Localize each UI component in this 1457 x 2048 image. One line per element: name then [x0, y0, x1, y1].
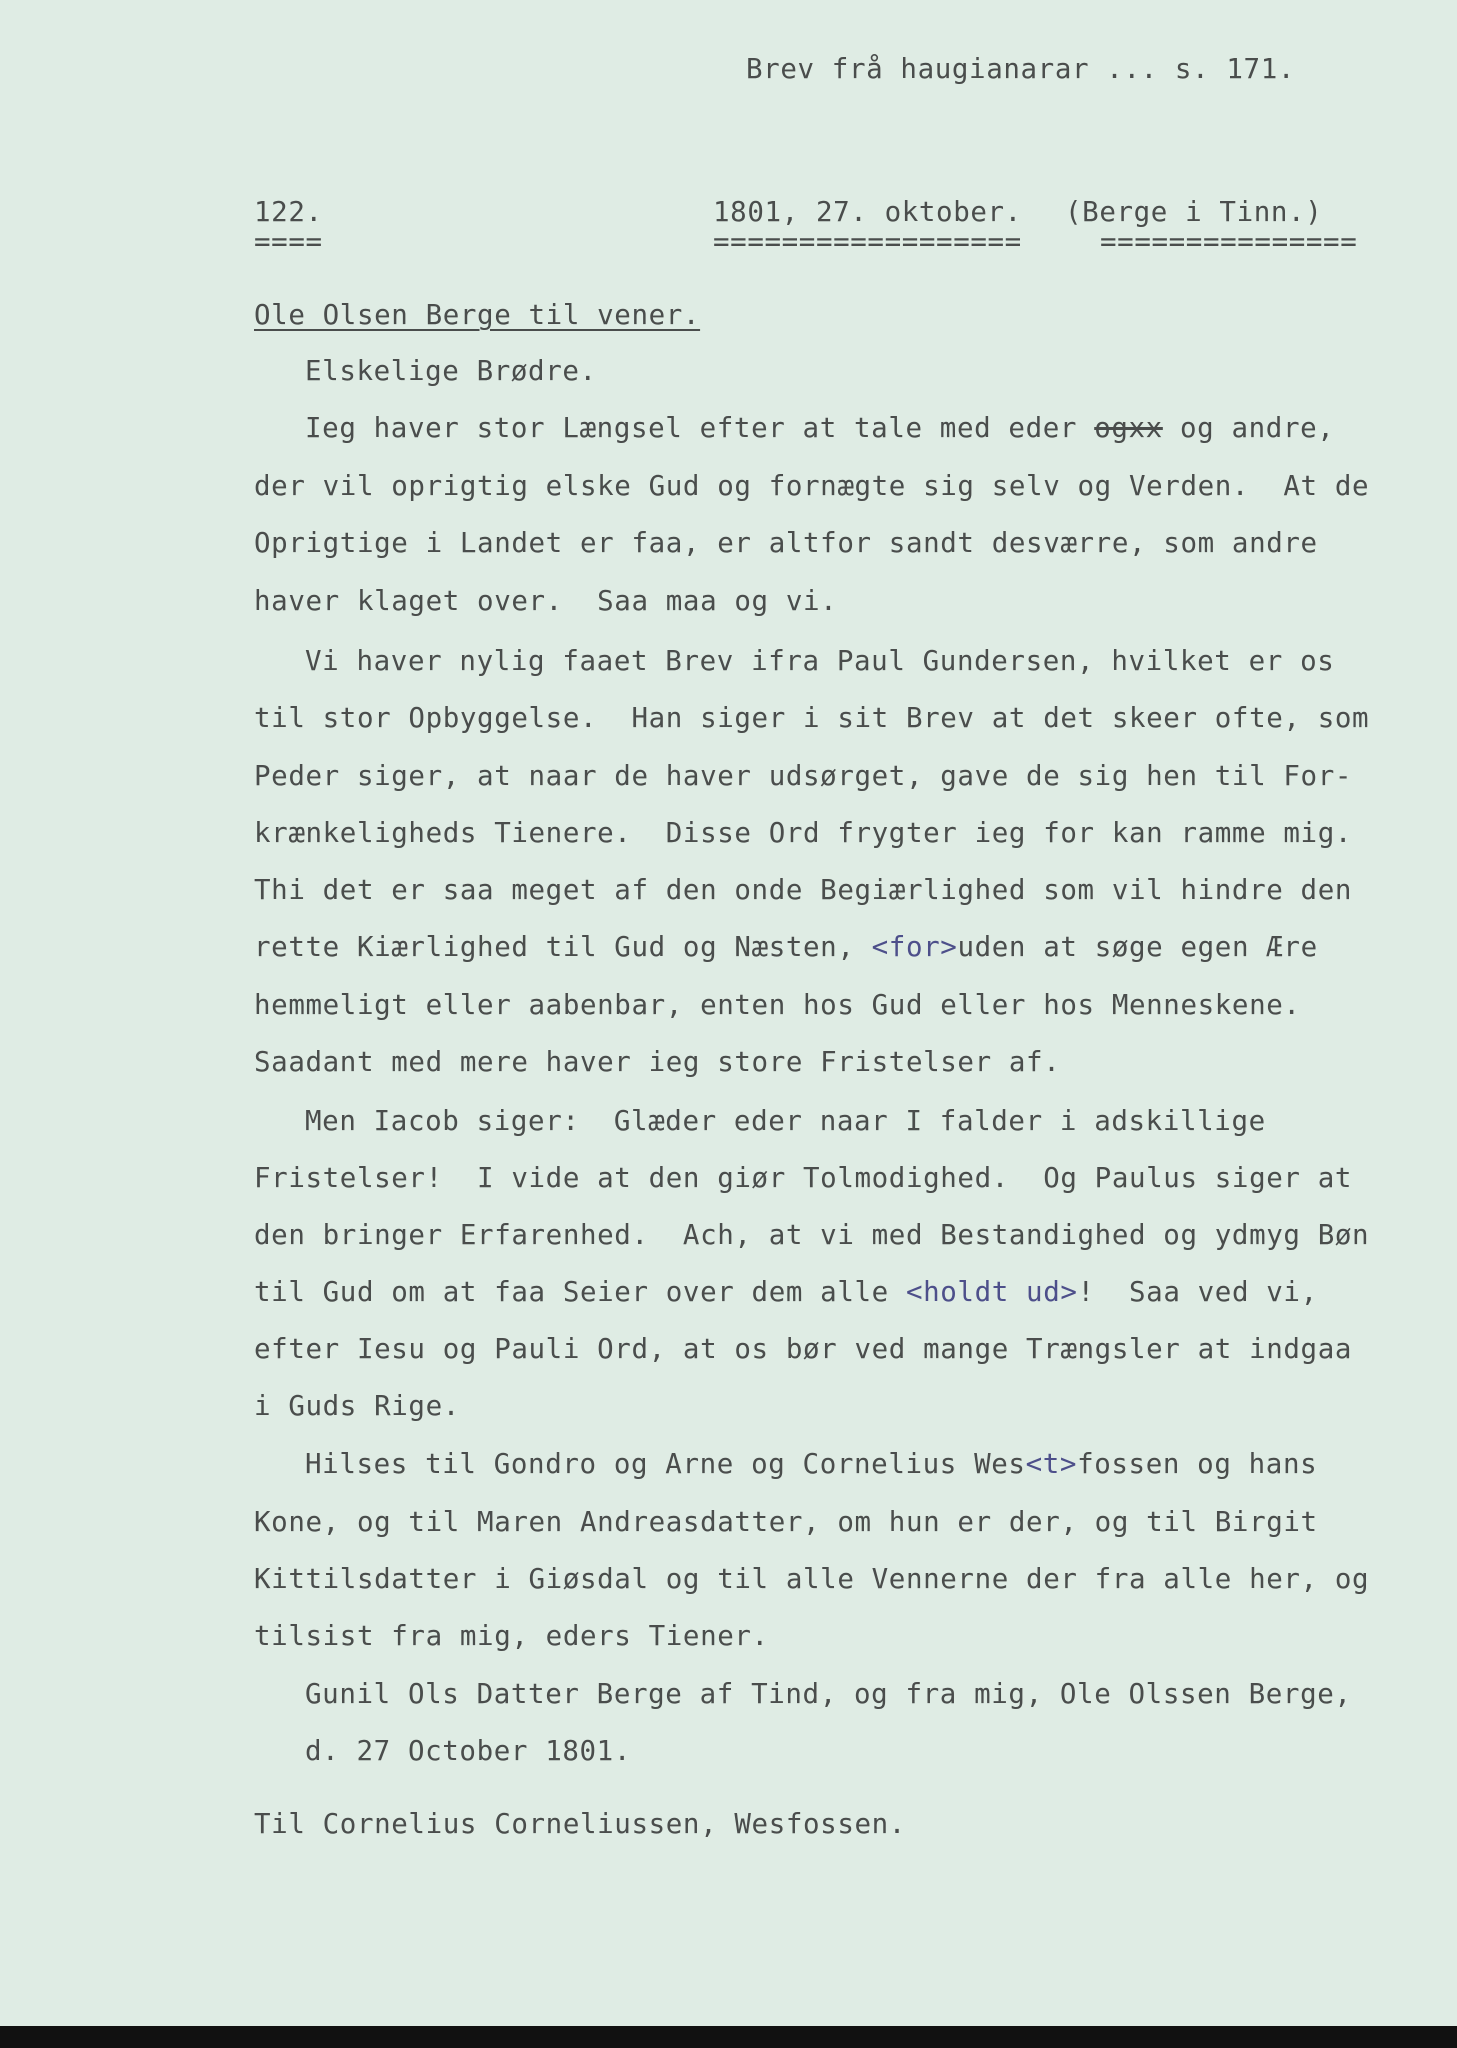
text-line: til stor Opbyggelse. Han siger i sit Brev at det skeer ofte, som: [254, 702, 1370, 734]
text-line: krænkeligheds Tienere. Disse Ord frygter ieg for kan ramme mig.: [254, 817, 1353, 849]
editorial-insertion: <holdt ud>: [905, 1276, 1078, 1308]
text-line: rette Kiærlighed til Gud og Næsten, <for>uden at søge egen Ære: [254, 931, 1318, 963]
scan-border: [0, 2026, 1457, 2048]
text-line: til Gud om at faa Seier over dem alle <holdt ud>! Saa ved vi,: [254, 1276, 1318, 1308]
text-line: Vi haver nylig faaet Brev ifra Paul Gundersen, hvilket er os: [305, 645, 1335, 677]
letter-date: 1801, 27. oktober.: [713, 196, 1022, 228]
text-line: Kittilsdatter i Giøsdal og til alle Vennerne der fra alle her, og: [254, 1563, 1370, 1595]
struck-text: ogxx: [1094, 412, 1163, 444]
text-line: Fristelser! I vide at den giør Tolmodighed. Og Paulus siger at: [254, 1162, 1353, 1194]
text-line: Ieg haver stor Længsel efter at tale med eder ogxx og andre,: [305, 412, 1335, 444]
text-line: Gunil Ols Datter Berge af Tind, og fra mig, Ole Olssen Berge,: [305, 1678, 1352, 1710]
text-line: efter Iesu og Pauli Ord, at os bør ved mange Trængsler at indgaa: [254, 1333, 1353, 1365]
text-line: Kone, og til Maren Andreasdatter, om hun er der, og til Birgit: [254, 1506, 1318, 1538]
text-line: den bringer Erfarenhed. Ach, at vi med Bestandighed og ydmyg Bøn: [254, 1219, 1370, 1251]
text-line: i Guds Rige.: [254, 1390, 460, 1422]
text-line: Oprigtige i Landet er faa, er altfor sandt desværre, som andre: [254, 527, 1318, 559]
letter-number-rule: ====: [254, 226, 323, 258]
text-line: tilsist fra mig, eders Tiener.: [254, 1620, 769, 1652]
editorial-insertion: <t>: [1025, 1448, 1078, 1480]
text-line: der vil oprigtig elske Gud og fornægte sig selv og Verden. At de: [254, 470, 1370, 502]
letter-place: (Berge i Tinn.): [1065, 196, 1323, 228]
archive-reference: Brev frå haugianarar ... s. 171.: [746, 53, 1296, 85]
letter-date-rule: ==================: [713, 226, 1022, 258]
letter-number: 122.: [254, 196, 323, 228]
text-line: Hilses til Gondro og Arne og Cornelius Wes<t>fossen og hans: [305, 1448, 1318, 1480]
text-line: Men Iacob siger: Glæder eder naar I falder i adskillige: [305, 1105, 1266, 1137]
text-line: d. 27 October 1801.: [305, 1735, 631, 1767]
text-line: hemmeligt eller aabenbar, enten hos Gud eller hos Menneskene.: [254, 989, 1301, 1021]
letter-heading: Ole Olsen Berge til vener.: [254, 299, 701, 331]
text-line: Peder siger, at naar de haver udsørget, gave de sig hen til For-: [254, 760, 1353, 792]
text-line: Saadant med mere haver ieg store Fristelser af.: [254, 1046, 1061, 1078]
editorial-insertion: <for>: [871, 931, 958, 963]
text-line: Thi det er saa meget af den onde Begiærlighed som vil hindre den: [254, 874, 1353, 906]
addressee-line: Til Cornelius Corneliussen, Wesfossen.: [254, 1808, 906, 1840]
letter-place-rule: ===============: [1100, 226, 1358, 258]
text-line: haver klaget over. Saa maa og vi.: [254, 585, 838, 617]
salutation: Elskelige Brødre.: [305, 355, 597, 387]
